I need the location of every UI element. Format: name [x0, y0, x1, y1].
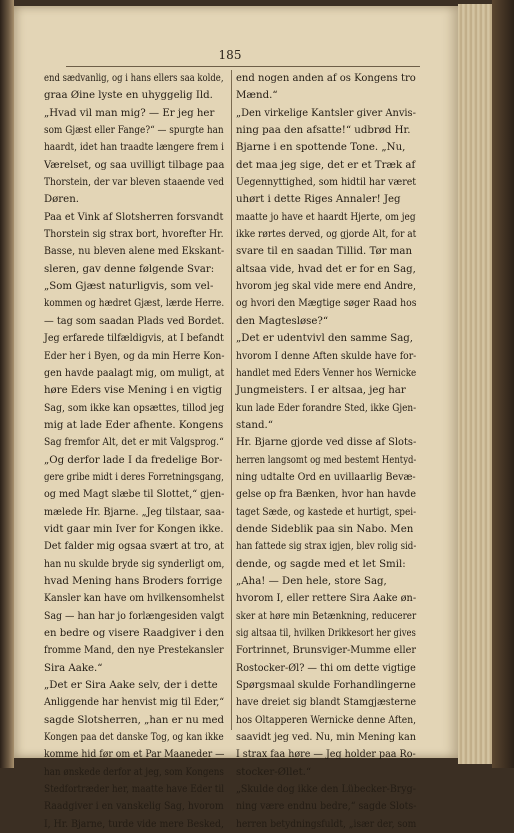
text-line: maatte jo have et haardt Hjerte, om jeg: [236, 211, 416, 223]
text-line: fromme Mand, den nye Prestekansler: [44, 645, 224, 657]
text-line: mig at lade Eder afhente. Kongens: [44, 419, 224, 431]
text-line: graa Øine lyste en uhyggelig Ild.: [44, 90, 213, 102]
text-line: ning være endnu bedre,“ sagde Slots-: [236, 801, 417, 813]
text-line: „Aha! — Den hele, store Sag,: [236, 575, 387, 587]
text-line: hvorom I, eller rettere Sira Aake øn-: [236, 593, 417, 605]
text-line: dende Sideblik paa sin Nabo. Men: [236, 523, 414, 535]
text-line: mælede Hr. Bjarne. „Jeg tilstaar, saa-: [44, 506, 225, 518]
text-line: Stedfortræder her, maatte have Eder til: [44, 784, 225, 796]
book-binding: [492, 0, 514, 768]
text-line: „Hvad vil man mig? — Er jeg her: [44, 107, 215, 119]
text-line: Sira Aake.“: [44, 662, 103, 674]
book-gutter: [0, 0, 14, 768]
text-line: vidt gaar min Iver for Kongen ikke.: [44, 523, 224, 535]
text-line: Anliggende har henvist mig til Eder,“: [44, 697, 225, 709]
text-line: taget Sæde, og kastede et hurtigt, spei-: [236, 506, 417, 518]
text-line: han ønskede derfor at jeg, som Kongens: [44, 766, 224, 778]
book-page: [14, 6, 458, 830]
text-line: hvorom jeg skal vide mere end Andre,: [236, 281, 416, 293]
text-line: Hr. Bjarne gjorde ved disse af Slots-: [236, 437, 417, 449]
text-line: end nogen anden af os Kongens tro: [236, 73, 416, 84]
text-line: og med Magt slæbe til Slottet,“ gjen-: [44, 489, 225, 501]
text-line: Basse, nu bleven alene med Ekskant-: [44, 246, 225, 258]
text-line: Sag, som ikke kan opsættes, tillod jeg: [44, 402, 225, 414]
text-line: gere gribe midt i deres Forretningsgang,: [44, 471, 224, 483]
text-line: uhørt i dette Riges Annaler! Jeg: [236, 194, 401, 206]
text-line: have dreiet sig blandt Stamgjæsterne: [236, 697, 417, 709]
text-line: altsaa vide, hvad det er for en Sag,: [236, 263, 416, 275]
text-line: Bjarne i en spottende Tone. „Nu,: [236, 142, 406, 154]
header-rule: [66, 66, 420, 67]
text-line: sleren, gav denne følgende Svar:: [44, 263, 215, 275]
text-line: Jeg erfarede tilfældigvis, at I befandt: [44, 333, 224, 345]
text-line: „Den virkelige Kantsler giver Anvis-: [236, 107, 416, 119]
text-line: ning paa den afsatte!“ udbrød Hr.: [236, 125, 411, 137]
text-line: Værelset, og saa uvilligt tilbage paa: [44, 159, 225, 171]
text-line: Jungmeisters. I er altsaa, jeg har: [236, 385, 406, 397]
text-line: Eder her i Byen, og da min Herre Kon-: [44, 350, 225, 362]
text-line: dende, og sagde med et let Smil:: [236, 558, 406, 570]
text-line: hvad Mening hans Broders forrige: [44, 575, 223, 587]
text-line: „Skulde dog ikke den Lübecker-Bryg-: [236, 784, 416, 796]
text-line: Spørgsmaal skulde Forhandlingerne: [236, 680, 416, 692]
text-line: — tag som saadan Plads ved Bordet.: [44, 315, 225, 327]
text-line: Paa et Vink af Slotsherren forsvandt: [44, 211, 224, 223]
text-line: Fortrinnet, Brunsviger-Mumme eller: [236, 645, 417, 657]
text-line: „Det er Sira Aake selv, der i dette: [44, 680, 218, 692]
text-line: sagde Slotsherren, „han er nu med: [44, 714, 225, 726]
text-line: hvorom I denne Aften skulde have for-: [236, 350, 417, 362]
text-line: som Gjæst eller Fange?“ — spurgte han: [44, 125, 224, 137]
text-line: end sædvanlig, og i hans ellers saa kolde,: [44, 73, 224, 84]
text-line: han nu skulde bryde sig synderligt om,: [44, 558, 225, 570]
text-line: Thorstein, der var bleven staaende ved: [44, 177, 225, 189]
text-line: kun lade Eder forandre Sted, ikke Gjen-: [236, 402, 417, 414]
text-line: handlet med Eders Venner hos Wernicke: [236, 367, 417, 379]
text-line: I, Hr. Bjarne, turde vide mere Besked,: [44, 818, 224, 830]
right-text-column: [236, 70, 416, 833]
text-line: gen havde paalagt mig, om muligt, at: [44, 367, 225, 379]
text-line: Thorstein sig strax bort, hvorefter Hr.: [44, 229, 224, 241]
text-line: hos Oltapperen Wernicke denne Aften,: [236, 714, 417, 726]
text-line: haardt, idet han traadte længere frem i: [44, 142, 225, 154]
text-line: og hvori den Mægtige søger Raad hos: [236, 298, 417, 310]
text-line: Kongen paa det danske Tog, og kan ikke: [44, 732, 224, 744]
text-line: Uegennyttighed, som hidtil har været: [236, 177, 417, 189]
text-line: sker at høre min Betænkning, reducerer: [236, 610, 417, 622]
column-divider: [231, 70, 232, 730]
text-line: I strax faa høre — Jeg holder paa Ro-: [236, 749, 416, 761]
text-line: kommen og hædret Gjæst, lærde Herre.: [44, 298, 225, 310]
text-line: Raadgiver i en vanskelig Sag, hvorom: [44, 801, 224, 813]
text-line: stocker-Øllet.“: [236, 766, 312, 778]
text-line: en bedre og visere Raadgiver i den: [44, 628, 225, 639]
left-text-column: [44, 70, 224, 833]
text-line: Kansler kan have om hvilkensomhelst: [44, 593, 225, 605]
text-line: Døren.: [44, 194, 79, 206]
text-line: Mænd.“: [236, 90, 278, 102]
text-line: høre Eders vise Mening i en vigtig: [44, 385, 222, 397]
text-line: Rostocker-Øl? — thi om dette vigtige: [236, 662, 416, 674]
text-line: herren betydningsfuldt, „især der, som: [236, 818, 417, 830]
text-line: „Og derfor lade I da fredelige Bor-: [44, 454, 223, 466]
text-line: herren langsomt og med bestemt Hentyd-: [236, 454, 417, 466]
text-line: stand.“: [236, 419, 273, 431]
text-line: Sag fremfor Alt, det er mit Valgsprog.“: [44, 437, 224, 449]
text-line: svare til en saadan Tillid. Tør man: [236, 246, 413, 258]
page-number: 185: [218, 48, 242, 62]
text-line: komme hid før om et Par Maaneder —: [44, 749, 225, 761]
text-line: Sag — han har jo forlængesiden valgt: [44, 610, 225, 622]
text-line: den Magtesløse?“: [236, 315, 329, 327]
text-line: „Som Gjæst naturligvis, som vel-: [44, 281, 214, 293]
text-line: ning udtalte Ord en uvillaarlig Bevæ-: [236, 471, 416, 483]
text-line: saavidt jeg ved. Nu, min Mening kan: [236, 732, 416, 744]
text-line: gelse op fra Bænken, hvor han havde: [236, 489, 417, 501]
text-line: sig altsaa til, hvilken Drikkesort her gives: [236, 628, 416, 639]
text-line: ikke rørtes derved, og gjorde Alt, for at: [236, 229, 417, 241]
text-line: han fattede sig strax igjen, blev rolig sid-: [236, 541, 417, 553]
text-line: „Det er udentvivl den samme Sag,: [236, 333, 414, 345]
text-line: det maa jeg sige, det er et Træk af: [236, 159, 416, 171]
text-line: Det falder mig ogsaa svært at tro, at: [44, 541, 225, 553]
